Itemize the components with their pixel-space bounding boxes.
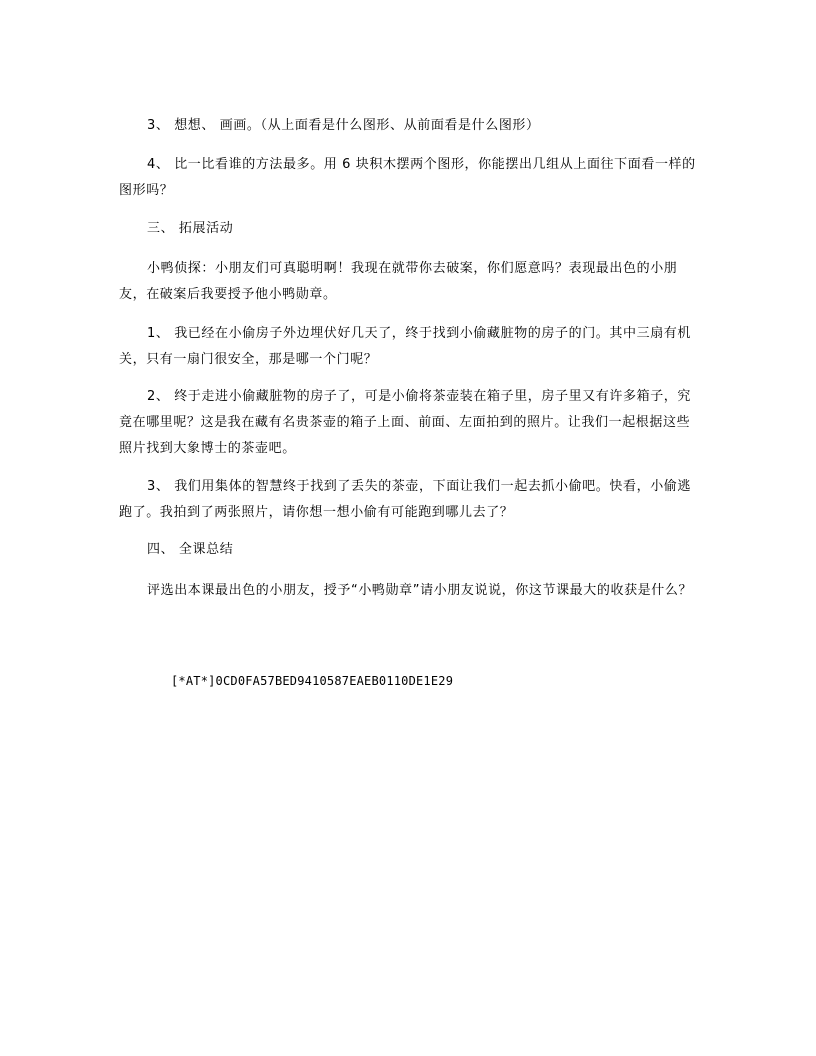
footer-code: [*AT*]0CD0FA57BED9410587EAEB0110DE1E29 bbox=[171, 674, 454, 688]
paragraph-task-3: 3、 我们用集体的智慧终于找到了丢失的茶壶，下面让我们一起去抓小偷吧。快看，小偷逃跑了。我拍到了两张照片，请你想一想小偷有可能跑到哪儿去了？ bbox=[119, 479, 692, 520]
paragraph-activity-4: 4、 比一比看谁的方法最多。用 6 块积木摆两个图形，你能摆出几组从上面往下面看一样的图形吗？ bbox=[119, 157, 696, 198]
paragraph-summary: 评选出本课最出色的小朋友，授予“小鸭勋章”请小朋友说说，你这节课最大的收获是什么？ bbox=[147, 583, 693, 598]
paragraph-task-1: 1、 我已经在小偷房子外边埋伏好几天了，终于找到小偷藏脏物的房子的门。其中三扇有机关，只有一扇门很安全，那是哪一个门呢？ bbox=[119, 326, 692, 367]
paragraph-task-2: 2、 终于走进小偷藏脏物的房子了，可是小偷将茶壶装在箱子里，房子里又有许多箱子，究竟在哪里呢？这是我在藏有名贵茶壶的箱子上面、前面、左面拍到的照片。让我们一起根据这些照片找到大象博士的茶壶吧。 bbox=[119, 389, 692, 456]
paragraph-activity-3: 3、 想想、 画画。（从上面看是什么图形、从前面看是什么图形） bbox=[147, 118, 540, 133]
section-heading-summary: 四、 全课总结 bbox=[147, 542, 234, 557]
paragraph-duck-detective: 小鸭侦探：小朋友们可真聪明啊！我现在就带你去破案，你们愿意吗？表现最出色的小朋友，在破案后我要授予他小鸭勋章。 bbox=[119, 261, 678, 302]
section-heading-extension: 三、 拓展活动 bbox=[147, 221, 234, 236]
